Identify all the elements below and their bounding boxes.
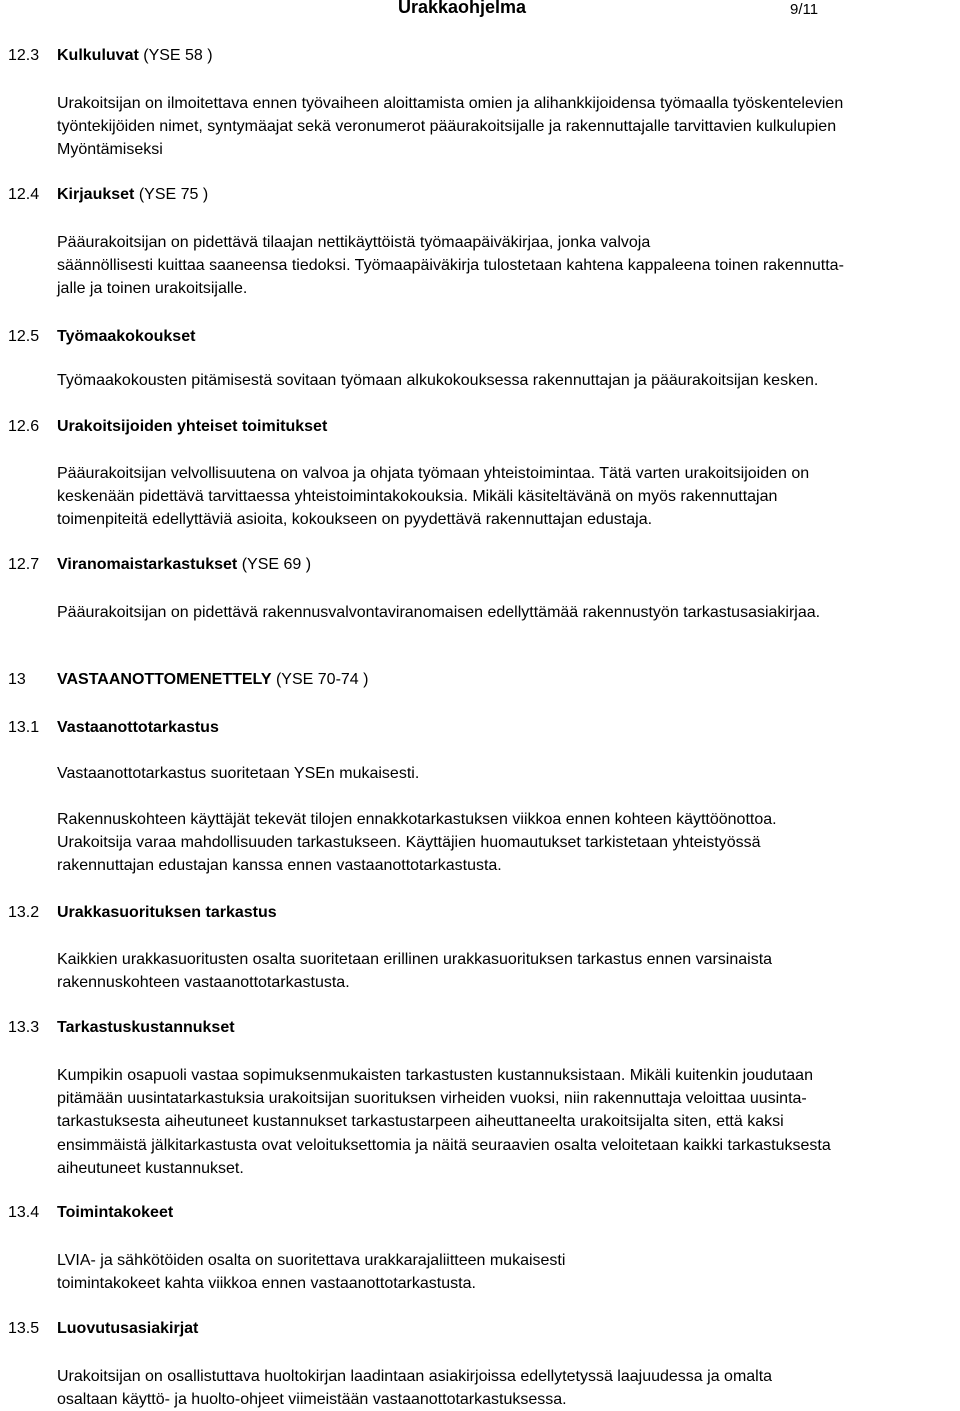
- section-paragraph: [57, 92, 957, 162]
- section-title: Vastaanottotarkastus: [57, 719, 219, 736]
- section-heading-13-1: [8, 718, 219, 738]
- paragraph-line: Työmaakokousten pitämisestä sovitaan työmaan alkukokouksessa rakennuttajan ja pääurakoitsijan kesken.: [57, 372, 819, 389]
- paragraph-line: työntekijöiden nimet, syntymäajat sekä veronumerot pääurakoitsijalle ja rakennuttajalle tarvittavien kulkulupien: [57, 118, 837, 136]
- section-title: Urakoitsijoiden yhteiset toimitukset: [57, 418, 328, 435]
- section-title: Tarkastuskustannukset: [57, 1019, 235, 1036]
- section-number: 13.1: [8, 719, 40, 736]
- paragraph-line: osaltaan käyttö- ja huolto-ohjeet viimeistään vastaanottotarkastuksessa.: [57, 1391, 567, 1409]
- section-number: 12.5: [8, 328, 40, 345]
- paragraph-line: LVIA- ja sähkötöiden osalta on suoritettava urakkarajaliitteen mukaisesti: [57, 1252, 566, 1269]
- paragraph-line: aiheutuneet kustannukset.: [57, 1159, 244, 1177]
- section-heading-13-4: [8, 1203, 173, 1223]
- section-paragraph: [57, 231, 957, 301]
- section-reference: (YSE 69 ): [237, 556, 312, 573]
- paragraph-line: Rakennuskohteen käyttäjät tekevät tilojen ennakkotarkastuksen viikkoa ennen kohteen käyttöönottoa.: [57, 811, 777, 828]
- paragraph-line: rakennuskohteen vastaanottotarkastusta.: [57, 974, 350, 992]
- section-title: Toimintakokeet: [57, 1204, 174, 1221]
- page-number: 9/11: [790, 1, 819, 18]
- section-heading-12-7: [8, 555, 311, 575]
- section-title: VASTAANOTTOMENETTELY: [57, 671, 272, 688]
- section-title: Urakkasuorituksen tarkastus: [57, 904, 277, 921]
- section-heading-12-3: [8, 46, 213, 66]
- section-title: Kirjaukset: [57, 186, 135, 203]
- paragraph-line: säännöllisesti kuittaa saaneensa tiedoksi. Työmaapäiväkirja tulostetaan kahtena kappaleena toinen rakennutta-: [57, 257, 844, 275]
- paragraph-line: rakennuttajan edustajan kanssa ennen vastaanottotarkastusta.: [57, 857, 502, 875]
- paragraph-line: pitämään uusintatarkastuksia urakoitsijan suorituksen virheiden vuoksi, niin rakennuttaja veloittaa uusinta-: [57, 1090, 807, 1108]
- section-title: Työmaakokoukset: [57, 328, 196, 345]
- paragraph-line: Urakoitsijan on ilmoitettava ennen työvaiheen aloittamista omien ja alihankkijoidensa työmaalla työskentelevien: [57, 95, 844, 112]
- section-heading-13: [8, 670, 368, 690]
- paragraph-line: Myöntämiseksi: [57, 141, 163, 159]
- section-reference: (YSE 70-74 ): [271, 671, 369, 688]
- paragraph-line: Pääurakoitsijan on pidettävä rakennusvalvontaviranomaisen edellyttämää rakennustyön tarkastusasiakirjaa.: [57, 604, 821, 621]
- paragraph-line: Urakoitsijan on osallistuttava huoltokirjan laadintaan asiakirjoissa edellytetyssä laajuudessa ja omalta: [57, 1368, 773, 1385]
- section-title: Luovutusasiakirjat: [57, 1320, 199, 1337]
- section-heading-12-5: [8, 327, 195, 347]
- paragraph-line: toimintakokeet kahta viikkoa ennen vastaanottotarkastusta.: [57, 1275, 476, 1293]
- section-paragraph: [57, 808, 957, 878]
- section-number: 13.4: [8, 1204, 40, 1221]
- section-paragraph: [57, 948, 957, 994]
- section-number: 12.3: [8, 47, 40, 64]
- paragraph-line: toimenpiteitä edellyttäviä asioita, kokoukseen on pyydettävä rakennuttajan edustaja.: [57, 511, 653, 529]
- section-title: Kulkuluvat: [57, 47, 139, 64]
- section-number: 13.2: [8, 904, 40, 921]
- section-paragraph: [57, 601, 957, 624]
- section-title: Viranomaistarkastukset: [57, 556, 238, 573]
- section-number: 12.4: [8, 186, 40, 203]
- section-number: 13.3: [8, 1019, 40, 1036]
- document-title: Urakkaohjelma: [398, 0, 527, 17]
- section-reference: (YSE 58 ): [138, 47, 213, 64]
- section-number: 12.7: [8, 556, 40, 573]
- paragraph-line: Kumpikin osapuoli vastaa sopimuksenmukaisten tarkastusten kustannuksistaan. Mikäli kuitenkin joudutaan: [57, 1067, 813, 1084]
- section-paragraph: [57, 462, 957, 532]
- paragraph-line: jalle ja toinen urakoitsijalle.: [57, 280, 248, 298]
- paragraph-line: Vastaanottotarkastus suoritetaan YSEn mukaisesti.: [57, 765, 420, 782]
- section-heading-12-6: [8, 417, 327, 437]
- paragraph-line: Pääurakoitsijan on pidettävä tilaajan nettikäyttöistä työmaapäiväkirjaa, jonka valvoja: [57, 234, 651, 251]
- section-paragraph: [57, 369, 957, 392]
- section-paragraph: [57, 1365, 957, 1411]
- paragraph-line: keskenään pidettävä tarvittaessa yhteistoimintakokouksia. Mikäli käsiteltävänä on myös rakennuttajan: [57, 488, 778, 506]
- section-number: 13.5: [8, 1320, 40, 1337]
- section-heading-13-3: [8, 1018, 235, 1038]
- section-number: 12.6: [8, 418, 40, 435]
- paragraph-line: tarkastuksesta aiheutuneet kustannukset tarkastustarpeen aiheuttaneelta urakoitsijalta siten, että kaksi: [57, 1113, 784, 1131]
- section-heading-13-2: [8, 903, 277, 923]
- section-number: 13: [8, 671, 26, 688]
- paragraph-line: Pääurakoitsijan velvollisuutena on valvoa ja ohjata työmaan yhteistoimintaa. Tätä varten urakoitsijoiden on: [57, 465, 810, 482]
- section-heading-12-4: [8, 185, 208, 205]
- section-paragraph: [57, 1249, 957, 1295]
- section-reference: (YSE 75 ): [134, 186, 209, 203]
- section-paragraph: [57, 762, 957, 785]
- paragraph-line: Urakoitsija varaa mahdollisuuden tarkastukseen. Käyttäjien huomautukset tarkistetaan yhteistyössä: [57, 834, 761, 852]
- paragraph-line: ensimmäistä jälkitarkastusta ovat veloituksettomia ja näitä seuraavien osalta veloitetaan kaikki tarkastuksesta: [57, 1136, 831, 1154]
- section-paragraph: [57, 1064, 957, 1180]
- paragraph-line: Kaikkien urakkasuoritusten osalta suoritetaan erillinen urakkasuorituksen tarkastus ennen varsinaista: [57, 951, 773, 968]
- section-heading-13-5: [8, 1319, 198, 1339]
